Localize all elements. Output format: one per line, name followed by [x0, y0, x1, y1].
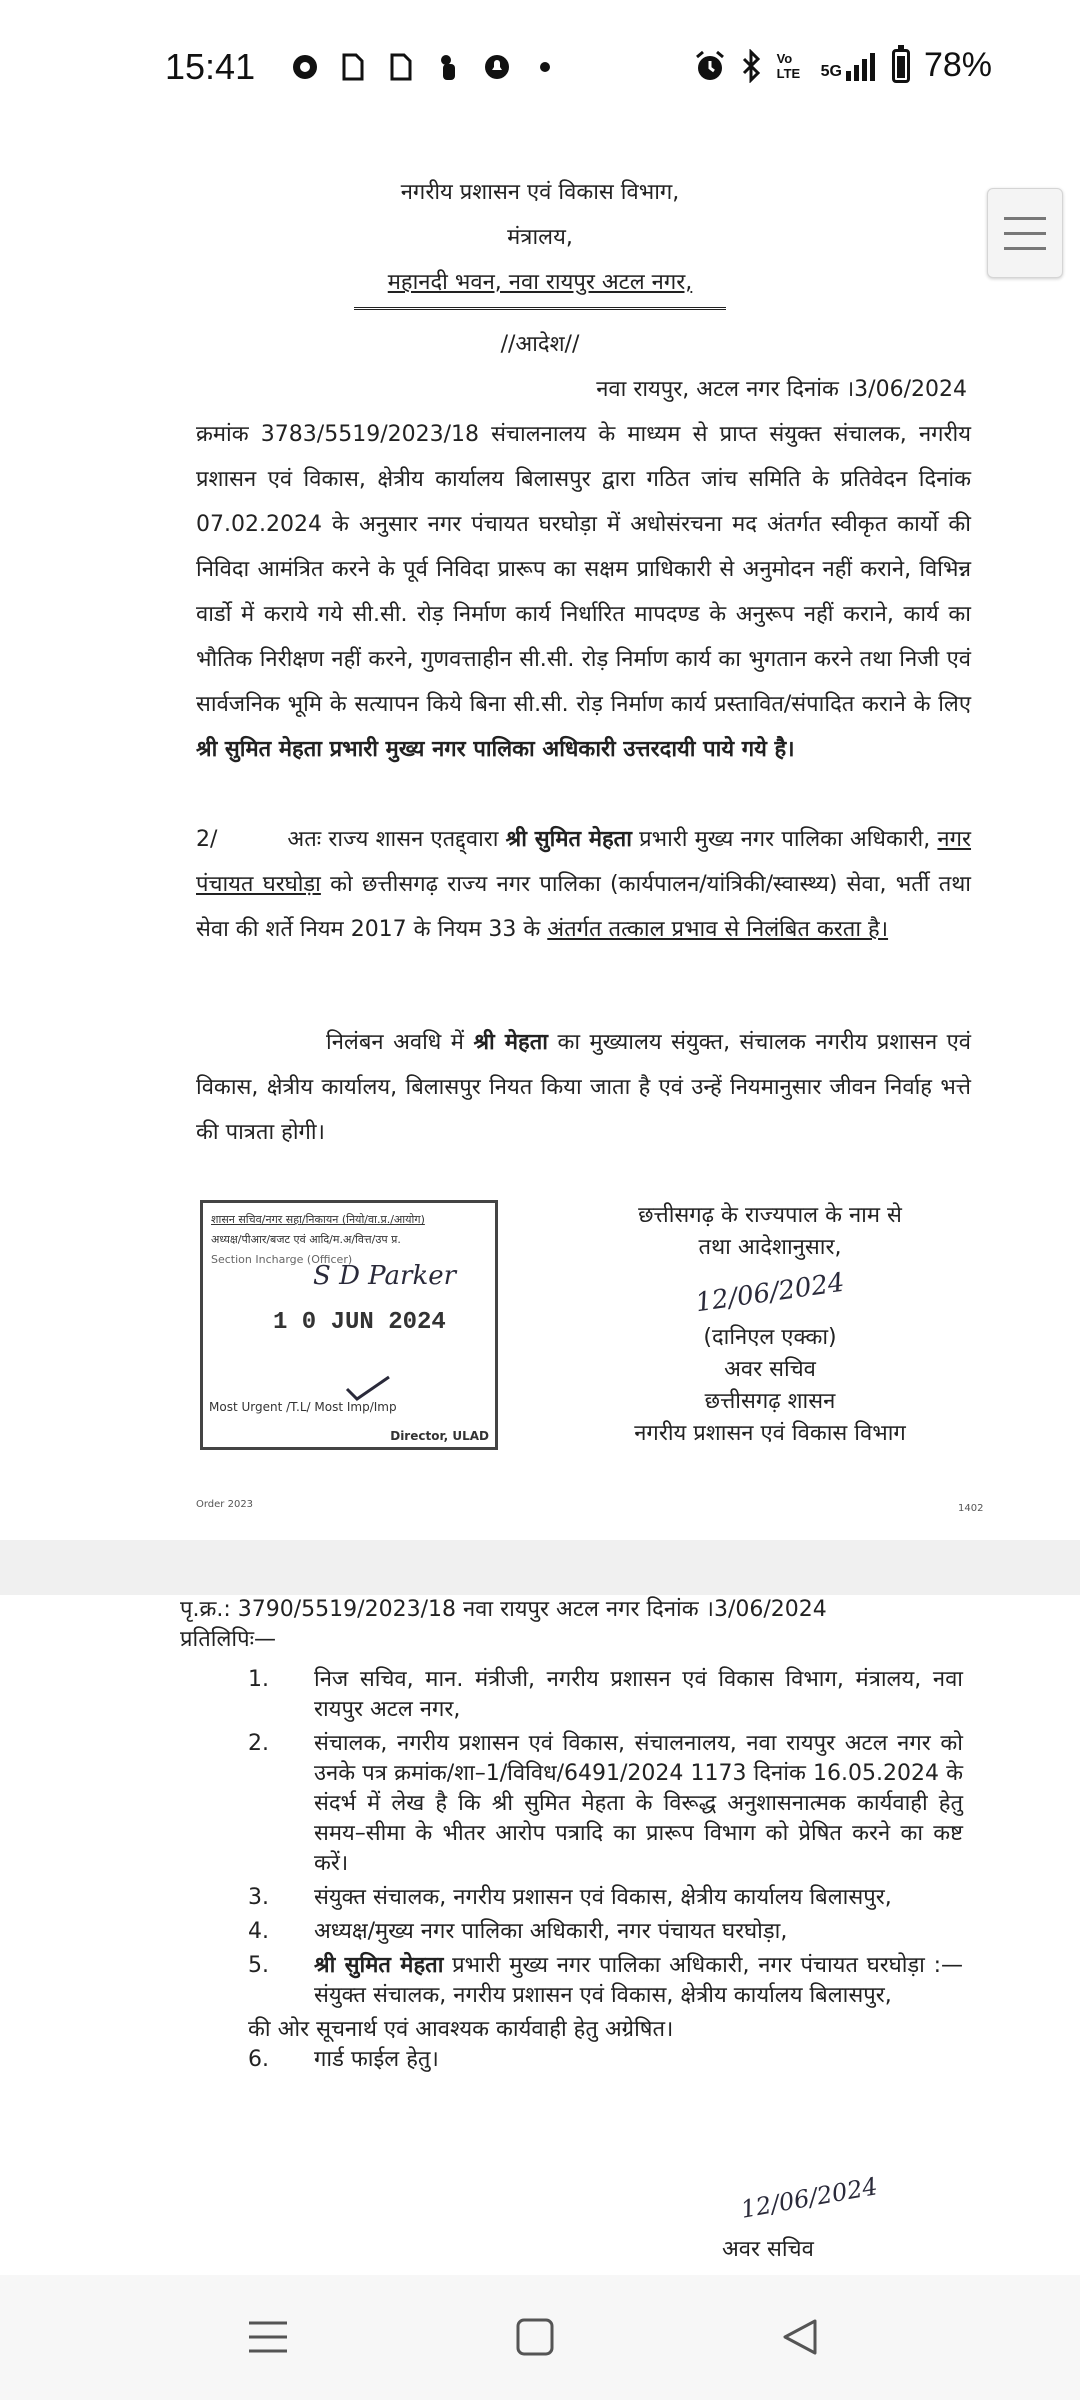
paragraph-1: क्रमांक 3783/5519/2023/18 संचालनालय के माध्यम से प्राप्त संयुक्त संचालक, नगरीय प्रशासन एवं विकास, क्षेत्रीय कार्यालय बिलासपुर द्वारा गठित जांच समिति के प्रतिवेदन दिनांक 07.02.2024 के अनुसार नगर पंचायत घरघोड़ा में अधोसंरचना मद अंतर्गत स्वीकृत कार्यो की निविदा आमंत्रित करने के पूर्व निविदा प्रारूप का सक्षम प्राधिकारी से अनुमोदन नहीं कराने, विभिन्न वार्डो में कराये गये सी.सी. रोड़ निर्माण कार्य निर्धारित मापदण्ड के अनुरूप नहीं कराने, कार्य का भौतिक निरीक्षण नहीं करने, गुणवत्ताहीन सी.सी. रोड़ निर्माण कार्य का भुगतान करने तथा निजी एवं सार्वजनिक भूमि के सत्यापन किये बिना सी.सी. रोड़ निर्माण कार्य प्रस्तावित/संपादित कराने के लिए श्री सुमित मेहता प्रभारी मुख्य नगर पालिका अधिकारी उत्तरदायी पाये गये है। [196, 422, 971, 762]
list-item: 6. गार्ड फाईल हेतु। [248, 2047, 439, 2072]
page-separator [0, 1540, 1080, 1595]
volte-label: Vo LTE [776, 50, 801, 81]
touch-icon [434, 52, 464, 82]
document-page-1 [0, 140, 1080, 1540]
list-item: 4. अध्यक्ष/मुख्य नगर पालिका अधिकारी, नगर पंचायत घरघोड़ा, [248, 1919, 788, 1944]
copy-list [248, 1665, 963, 2075]
page-footer-left: Order 2023 [196, 1499, 254, 1510]
system-icons [693, 46, 992, 85]
copy-items [248, 1665, 963, 1947]
network-label: 5G [821, 51, 878, 81]
signatory-name: (दानिएल एक्का) [703, 1325, 837, 1350]
notification-icon [290, 52, 320, 82]
notification-icons [290, 52, 560, 82]
letterhead [0, 170, 1080, 310]
dot-icon [530, 52, 560, 82]
underlined-suspension: अंतर्गत तत्काल प्रभाव से निलंबित करता है। [547, 917, 889, 942]
navigation-bar [0, 2275, 1080, 2400]
underlined-municipality: नगर पंचायत घरघोड़ा [196, 827, 972, 897]
battery-level [897, 56, 905, 78]
signature-block [590, 1200, 950, 1450]
closing-line: की ओर सूचनार्थ एवं आवश्यक कार्यवाही हेतु अग्रेषित। [248, 2017, 674, 2042]
recent-apps-icon[interactable] [243, 2315, 293, 2359]
designation-2: अवर सचिव [722, 2237, 814, 2262]
stamp-date: 1 0 JUN 2024 [273, 1309, 446, 1336]
signatory-designation: अवर सचिव [724, 1357, 816, 1382]
para2-number: 2/ [196, 827, 218, 852]
header-line-2: मंत्रालय, [507, 225, 573, 250]
order-title: //आदेश// [500, 332, 580, 357]
status-bar [0, 0, 1080, 140]
list-item: 3. संयुक्त संचालक, नगरीय प्रशासन एवं विकास, क्षेत्रीय कार्यालय बिलासपुर, [248, 1885, 892, 1910]
reference-line: पृ.क्र.: 3790/5519/2023/18 नवा रायपुर अटल नगर दिनांक ।3/06/2024 [180, 1597, 827, 1622]
list-item: 5. श्री सुमित मेहता प्रभारी मुख्य नगर पालिका अधिकारी, नगर पंचायत घरघोड़ा :— संयुक्त संचालक, नगरीय प्रशासन एवं विकास, क्षेत्रीय कार्यालय बिलासपुर, [248, 1953, 963, 2008]
back-icon[interactable] [775, 2315, 825, 2359]
document-icon [338, 52, 368, 82]
signatory-dept: नगरीय प्रशासन एवं विकास विभाग [634, 1421, 906, 1446]
page-footer-right: 1402 [958, 1503, 984, 1514]
bluetooth-icon [741, 49, 763, 83]
list-item: 1. निज सचिव, मान. मंत्रीजी, नगरीय प्रशासन एवं विकास विभाग, मंत्रालय, नवा रायपुर अटल नगर, [248, 1667, 963, 1722]
notification-icon [482, 52, 512, 82]
stamp-line-1: शासन सचिव/नगर सहा/निकायन (नियो/वा.प्र./आयोग) [211, 1213, 425, 1226]
stamp-line-2: अध्यक्ष/पीआर/बजट एवं आदि/म.अ/वित्त/उप प्र. [211, 1233, 401, 1246]
signal-icon [844, 51, 878, 81]
list-item: 2. संचालक, नगरीय प्रशासन एवं विकास, संचालनालय, नवा रायपुर अटल नगर को उनके पत्र क्रमांक/शा–1/विविध/6491/2024 1173 दिनांक 16.05.2024 के संदर्भ में लेख है कि श्री सुमित मेहता के विरूद्ध अनुशासनात्मक कार्यवाही हेतु समय–सीमा के भीतर आरोप पत्रादि का प्रारूप विभाग को प्रेषित करने का कष्ट करें। [248, 1731, 963, 1876]
signature-line-2: तथा आदेशानुसार, [698, 1235, 842, 1260]
dateline: नवा रायपुर, अटल नगर दिनांक ।3/06/2024 [596, 377, 967, 402]
header-rule [354, 307, 726, 310]
document-page-2 [0, 1595, 1080, 2275]
header-line-3: महानदी भवन, नवा रायपुर अटल नगर, [387, 270, 693, 295]
battery-icon [892, 49, 910, 83]
battery-percent: 78% [923, 46, 992, 84]
stamp-office: Director, ULAD [390, 1429, 489, 1443]
menu-icon-bar [1004, 217, 1046, 220]
signature-scribble: 12/06/2024 [693, 1267, 847, 1319]
paragraph-2: 2/ अतः राज्य शासन एतद्द्वारा श्री सुमित मेहता प्रभारी मुख्य नगर पालिका अधिकारी, नगर पंचायत घरघोड़ा को छत्तीसगढ़ राज्य नगर पालिका (कार्यपालन/यांत्रिकी/स्वास्थ्य) सेवा, भर्ती तथा सेवा की शर्ते नियम 2017 के नियम 33 के अंतर्गत तत्काल प्रभाव से निलंबित करता है। [196, 827, 972, 942]
header-line-1: नगरीय प्रशासन एवं विकास विभाग, [400, 180, 680, 205]
document-icon [386, 52, 416, 82]
menu-icon-bar [1004, 247, 1046, 250]
document-menu-button[interactable] [987, 188, 1063, 278]
signatory-govt: छत्तीसगढ़ शासन [704, 1389, 836, 1414]
stamp-line-3: Section Incharge (Officer) [211, 1253, 353, 1266]
menu-icon-bar [1004, 232, 1046, 235]
copy-label: प्रतिलिपिः— [180, 1627, 277, 1652]
stamp-handwriting: S D Parker [313, 1261, 457, 1291]
paragraph-3: निलंबन अवधि में श्री मेहता का मुख्यालय संयुक्त, संचालक नगरीय प्रशासन एवं विकास, क्षेत्रीय कार्यालय, बिलासपुर नियत किया जाता है एवं उन्हें नियमानुसार जीवन निर्वाह भत्ते की पात्रता होगी। [196, 1030, 972, 1145]
alarm-icon [693, 49, 727, 83]
home-icon[interactable] [510, 2315, 560, 2359]
office-stamp [200, 1200, 498, 1450]
clock: 15:41 [165, 46, 256, 87]
stamp-urgency: Most Urgent /T.L/ Most Imp/Imp [209, 1400, 397, 1414]
signature-line-1: छत्तीसगढ़ के राज्यपाल के नाम से [638, 1203, 902, 1228]
paragraph-1-bold: श्री सुमित मेहता प्रभारी मुख्य नगर पालिका अधिकारी उत्तरदायी पाये गये है। [196, 737, 795, 762]
signature-scribble-2: 12/06/2024 [738, 2172, 880, 2224]
